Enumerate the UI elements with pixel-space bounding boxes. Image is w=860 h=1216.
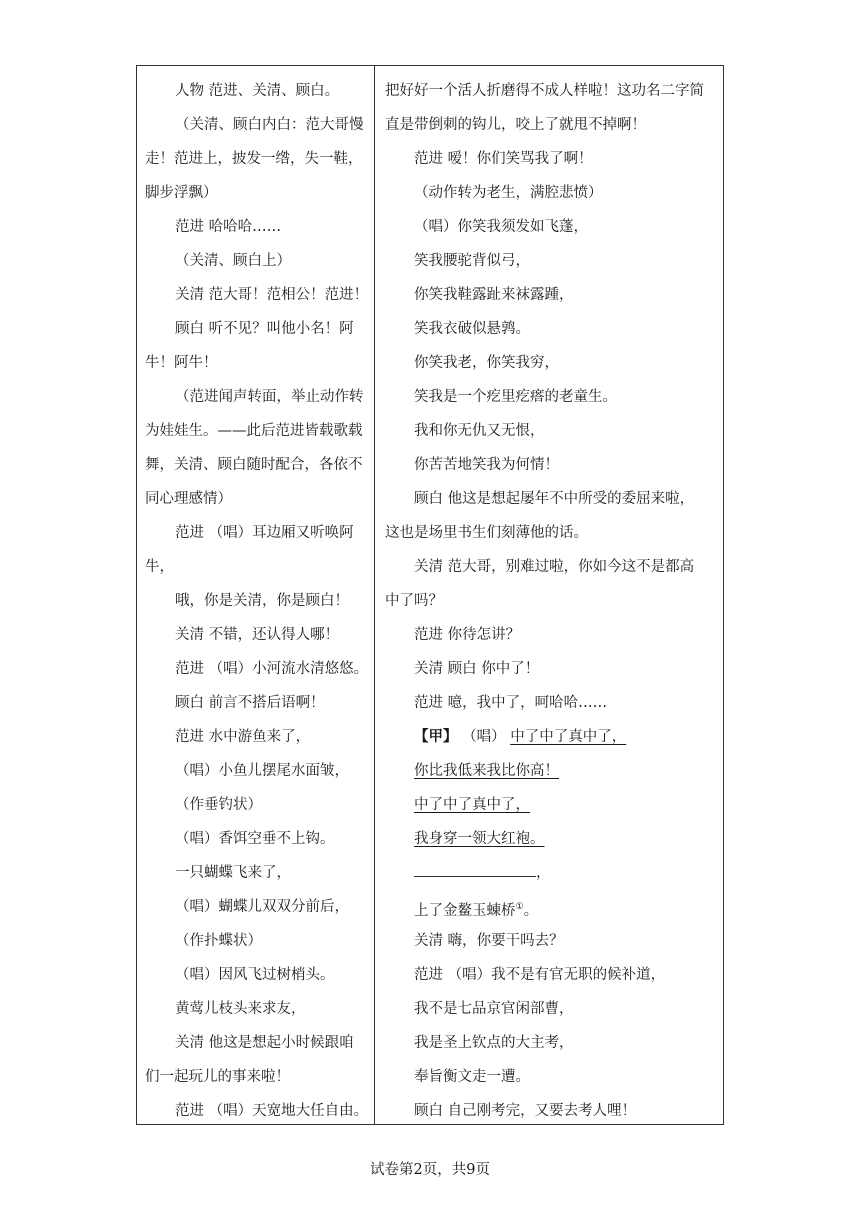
right-line: 笑我是一个疙里疙瘩的老童生。 bbox=[414, 389, 617, 405]
column-divider bbox=[374, 65, 375, 1125]
right-line: 范进 你待怎讲？ bbox=[414, 627, 521, 643]
left-line: （唱）因风飞过树梢头。 bbox=[175, 967, 335, 983]
left-line: 牛， bbox=[145, 559, 174, 575]
left-line: 牛！阿牛！ bbox=[145, 355, 218, 371]
fill-blank-line bbox=[414, 864, 551, 882]
fill-blank[interactable] bbox=[414, 864, 536, 877]
left-line: 走！范进上，披发一绺，失一鞋， bbox=[145, 151, 363, 167]
right-line: 顾白 他这是想起屡年不中所受的委屈来啦， bbox=[414, 491, 695, 507]
left-line: （唱）蝴蝶儿双双分前后， bbox=[175, 899, 349, 915]
left-line: （唱）香饵空垂不上钩。 bbox=[175, 831, 335, 847]
left-line: （范进闻声转面，举止动作转 bbox=[175, 389, 364, 405]
left-line: 范进 （唱）小河流水清悠悠。 bbox=[175, 661, 369, 677]
right-line: 范进 （唱）我不是有官无职的候补道， bbox=[414, 967, 666, 983]
left-line: 关清 他这是想起小时候跟咱 bbox=[175, 1035, 354, 1051]
left-line: （作扑蝶状） bbox=[175, 933, 262, 949]
right-line: 中了吗？ bbox=[385, 593, 443, 609]
left-line: 人物 范进、关清、顾白。 bbox=[175, 83, 340, 99]
jia-underlined-line: 中了中了真中了， bbox=[414, 797, 530, 813]
left-line: 顾白 前言不搭后语啊！ bbox=[175, 695, 325, 711]
left-line: 舞，关清、顾白随时配合，各依不 bbox=[145, 457, 363, 473]
right-line: 直是带倒刺的钩儿，咬上了就甩不掉啊！ bbox=[385, 117, 646, 133]
right-line: 这也是场里书生们刻薄他的话。 bbox=[385, 525, 588, 541]
right-line: 关清 顾白 你中了！ bbox=[414, 661, 540, 677]
left-line: 脚步浮飘） bbox=[145, 185, 218, 201]
left-line: （关清、顾白上） bbox=[175, 253, 291, 269]
right-line: 范进 噫，我中了，呵哈哈…… bbox=[414, 695, 608, 711]
jia-underlined-text: 中了中了真中了， bbox=[510, 729, 627, 745]
left-line: 关清 范大哥！范相公！范进！ bbox=[175, 287, 369, 303]
jia-section-line bbox=[414, 728, 626, 746]
right-line: 我和你无仇又无恨， bbox=[414, 423, 545, 439]
left-line: （作垂钓状） bbox=[175, 797, 262, 813]
right-line: 你笑我鞋露趾来袜露踵， bbox=[414, 287, 574, 303]
left-line: 范进 （唱）耳边厢又听唤阿 bbox=[175, 525, 354, 541]
right-line: 我是圣上钦点的大主考， bbox=[414, 1035, 574, 1051]
blank-punctuation: ， bbox=[536, 865, 551, 881]
right-line: 我不是七品京官闲部曹， bbox=[414, 1001, 574, 1017]
left-line: 同心理感情） bbox=[145, 491, 232, 507]
left-line: 黄莺儿枝头来求友， bbox=[175, 1001, 306, 1017]
jia-underlined-line: 我身穿一领大红袍。 bbox=[414, 831, 545, 847]
right-line: 关清 嗨，你要干吗去？ bbox=[414, 933, 564, 949]
left-line: 一只蝴蝶飞来了， bbox=[175, 865, 291, 881]
left-line: 顾白 听不见？叫他小名！阿 bbox=[175, 321, 354, 337]
left-line: 范进 （唱）天宽地大任自由。 bbox=[175, 1103, 369, 1119]
left-line: （关清、顾白内白：范大哥慢 bbox=[175, 117, 364, 133]
right-line: 笑我衣破似悬鹑。 bbox=[414, 321, 530, 337]
right-line: 关清 范大哥，别难过啦，你如今这不是都高 bbox=[414, 559, 695, 575]
footnote-marker: ① bbox=[515, 902, 524, 912]
jia-mark: 【甲】 bbox=[414, 728, 458, 745]
right-line: （唱）你笑我须发如飞蓬， bbox=[414, 219, 588, 235]
right-line: 把好好一个活人折磨得不成人样啦！这功名二字简 bbox=[385, 83, 704, 99]
jia-after-line bbox=[414, 898, 538, 920]
left-line: （唱）小鱼儿摆尾水面皱， bbox=[175, 763, 349, 779]
right-line: 你笑我老，你笑我穷， bbox=[414, 355, 559, 371]
left-line: 关清 不错，还认得人哪！ bbox=[175, 627, 340, 643]
page-footer: 试卷第2页，共9页 bbox=[370, 1162, 490, 1178]
left-line: 哦，你是关清，你是顾白！ bbox=[175, 593, 349, 609]
jia-underlined-line: 你比我低来我比你高！ bbox=[414, 763, 559, 779]
right-line: 范进 嗳！你们笑骂我了啊！ bbox=[414, 151, 593, 167]
left-line: 范进 水中游鱼来了， bbox=[175, 729, 311, 745]
jia-after-end: 。 bbox=[523, 902, 539, 919]
right-line: 你苦苦地笑我为何情！ bbox=[414, 457, 559, 473]
right-line: 奉旨衡文走一遭。 bbox=[414, 1069, 530, 1085]
right-line: （动作转为老生，满腔悲愤） bbox=[414, 185, 603, 201]
right-line: 笑我腰驼背似弓， bbox=[414, 253, 530, 269]
left-line: 们一起玩儿的事来啦！ bbox=[145, 1069, 290, 1085]
left-line: 范进 哈哈哈…… bbox=[175, 219, 282, 235]
right-line: 顾白 自己刚考完，又要去考人哩！ bbox=[414, 1103, 637, 1119]
left-line: 为娃娃生。——此后范进皆载歌载 bbox=[145, 423, 363, 439]
jia-sing-cue: （唱） bbox=[462, 729, 506, 745]
jia-after-text: 上了金鳌玉蝀桥 bbox=[414, 902, 516, 919]
